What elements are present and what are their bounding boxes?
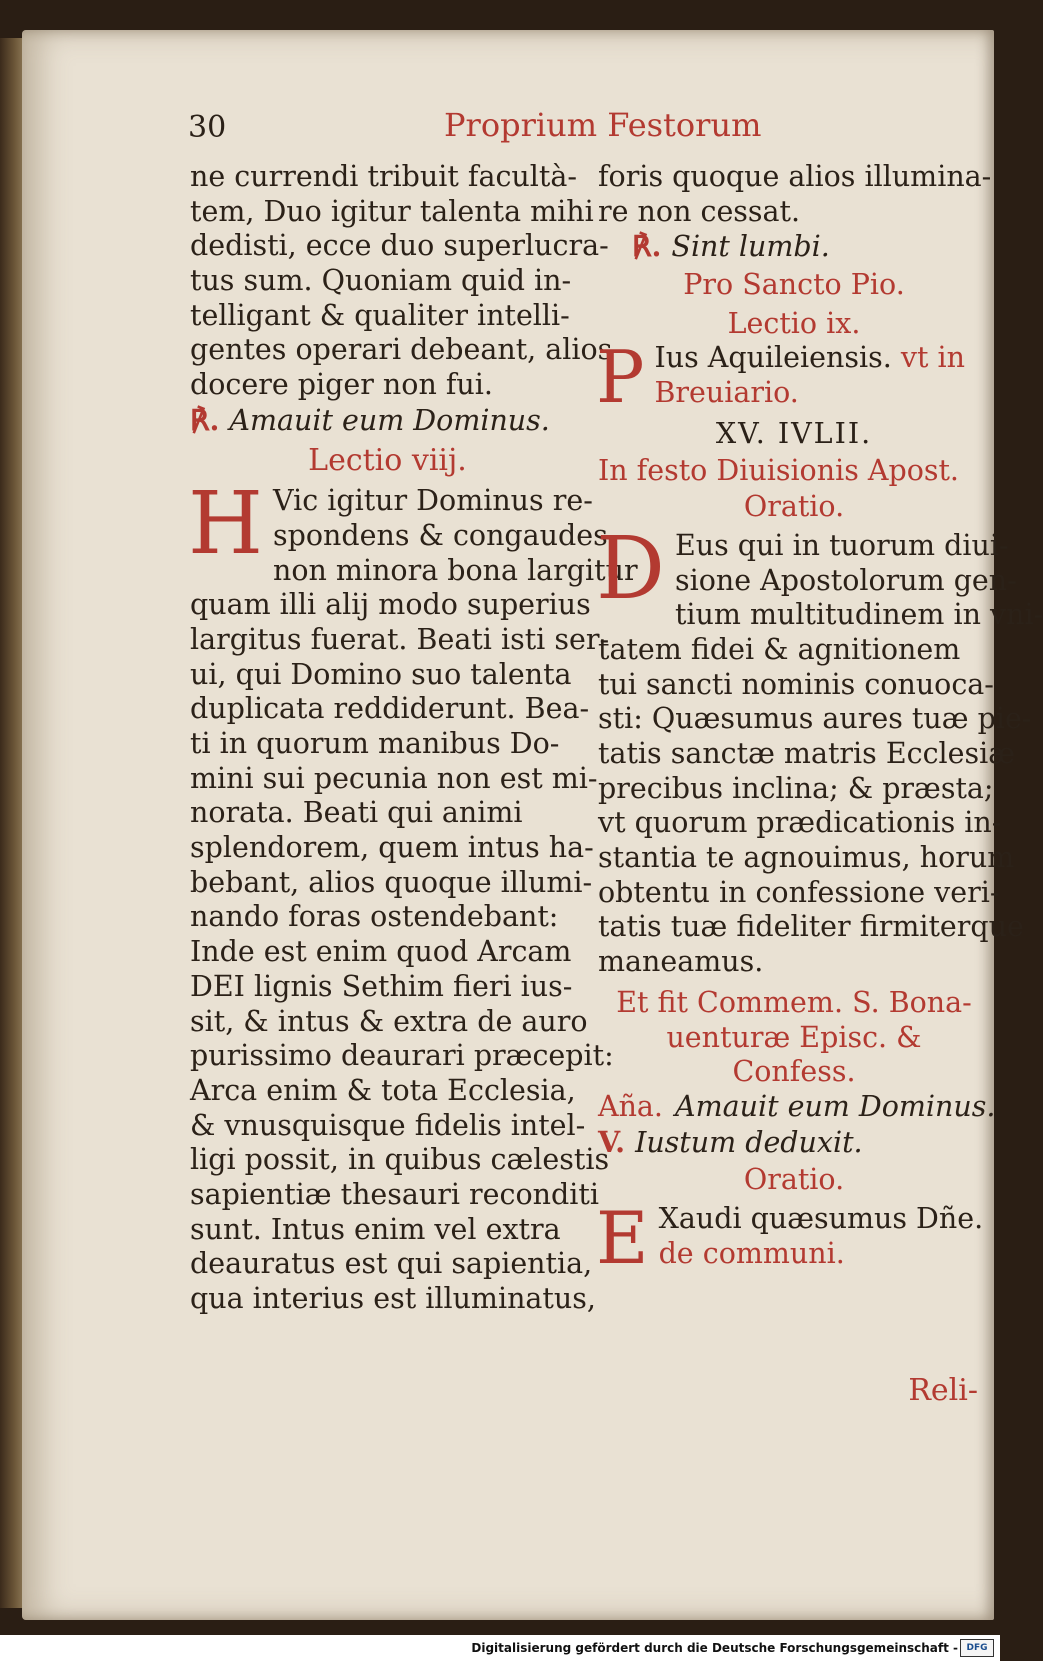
antiphon-line	[598, 1089, 996, 1125]
commem-line: uenturæ Episc. &	[666, 1020, 922, 1054]
lesson-ix-heading: Lectio ix.	[727, 306, 861, 340]
text-line: tium multitudinem in vni-	[674, 598, 1043, 632]
text-line: spondens & congaudes	[273, 518, 608, 552]
text-line: Vic igitur Dominus re-	[273, 484, 593, 518]
text-line: sunt. Intus enim vel extra	[190, 1212, 561, 1246]
responsory-text: Sint lumbi.	[671, 230, 830, 264]
text-line: sti: Quæsumus aures tuæ pie-	[598, 702, 1032, 736]
exaudi-ref: de communi.	[658, 1236, 845, 1270]
text-line: ne currendi tribuit facultà-	[190, 160, 577, 193]
text-line: qua interius est illuminatus,	[190, 1282, 596, 1315]
page-number: 30	[188, 110, 227, 145]
date-heading: XV. IVLII.	[715, 416, 873, 450]
text-line: gentes operari debeant, alios	[190, 333, 613, 367]
versicle-symbol: V.	[598, 1124, 626, 1159]
footer-bar	[0, 1635, 1000, 1661]
text-line: tem, Duo igitur talenta mihi	[190, 194, 594, 228]
lesson-heading: Lectio viij.	[308, 442, 467, 478]
pius-line-2: Breuiario.	[654, 376, 799, 410]
text-line: tui sancti nominis conuoca-	[598, 667, 994, 701]
text-line: stantia te agnouimus, horum	[598, 841, 1015, 875]
section-heading-pius: Pro Sancto Pio.	[683, 268, 905, 302]
running-title: Proprium Festorum	[444, 106, 762, 144]
responsory-symbol: ℟.	[190, 402, 220, 437]
text-line: ligi possit, in quibus cælestis	[190, 1143, 610, 1177]
footer-credit: Digitalisierung gefördert durch die Deutsche Forschungsgemeinschaft -	[471, 1641, 958, 1655]
responsory-line	[190, 403, 585, 438]
text-line: Xaudi quæsumus Dñe.	[658, 1201, 984, 1235]
text-line: nando foras ostendebant:	[190, 900, 559, 934]
right-column	[596, 160, 1043, 1280]
text-line: foris quoque alios illumina-	[598, 160, 992, 193]
feast-heading: In festo Diuisionis Apost.	[598, 453, 959, 487]
text-line	[598, 341, 990, 376]
commem-line: Confess.	[732, 1055, 856, 1089]
responsory-text: Amauit eum Dominus.	[229, 403, 550, 437]
text-line: non minora bona largitur	[273, 553, 638, 587]
text-line: tatem fidei & agnitionem	[598, 632, 961, 666]
left-top-text	[190, 160, 613, 403]
antiphon-label: Aña.	[598, 1089, 663, 1123]
text-line: tus sum. Quoniam quid in-	[190, 264, 572, 298]
text-line: deauratus est qui sapientia,	[190, 1247, 593, 1281]
oratio2-heading: Oratio.	[743, 1163, 845, 1197]
text-line: tatis tuæ fideliter firmiterque	[598, 910, 1024, 944]
text-line: duplicata reddiderunt. Bea-	[190, 692, 590, 726]
pius-ref: vt in	[900, 341, 965, 375]
text-line: Eus qui in tuorum diui-	[674, 528, 1009, 562]
text-line: splendorem, quem intus ha-	[190, 831, 594, 865]
responsory-line	[598, 229, 990, 264]
dfg-logo: DFG	[960, 1639, 994, 1657]
text-line: telligant & qualiter intelli-	[190, 298, 570, 332]
antiphon-text: Amauit eum Dominus.	[675, 1089, 996, 1123]
text-line: sione Apostolorum gen-	[674, 563, 1017, 597]
text-line: sapientiæ thesauri reconditi	[190, 1177, 599, 1211]
commemoration	[598, 986, 990, 1090]
pius-line: Ius Aquileiensis.	[654, 341, 892, 375]
dropcap-p: P	[596, 335, 645, 420]
text-line: re non cessat.	[598, 194, 801, 228]
text-line: obtentu in confessione veri-	[598, 875, 1000, 909]
versicle-text: Iustum deduxit.	[635, 1125, 863, 1159]
page-header	[0, 100, 1000, 160]
versicle-line	[598, 1125, 990, 1160]
dropcap-d: D	[596, 518, 665, 619]
text-line: precibus inclina; & præsta;	[598, 771, 994, 805]
text-line: sit, & intus & extra de auro	[190, 1004, 588, 1038]
text-line: maneamus.	[598, 945, 764, 979]
text-line: DEI lignis Sethim fieri ius-	[190, 969, 573, 1003]
text-line: purissimo deaurari præcepit:	[190, 1039, 614, 1073]
text-line: & vnusquisque fidelis intel-	[190, 1108, 586, 1142]
text-line: quam illi alij modo superius	[190, 588, 591, 622]
text-line: Inde est enim quod Arcam	[190, 935, 572, 969]
dropcap-e: E	[596, 1195, 649, 1280]
exaudi-body	[596, 1195, 990, 1280]
text-line: tatis sanctæ matris Ecclesiæ	[598, 737, 1016, 770]
text-line: bebant, alios quoque illumi-	[190, 865, 593, 899]
text-line: mini sui pecunia non est mi-	[190, 761, 598, 795]
text-line: dedisti, ecce duo superlucra-	[190, 229, 609, 263]
commem-line: Et fit Commem. S. Bona-	[616, 985, 972, 1019]
oratio-body	[596, 518, 1043, 980]
pius-reference	[596, 335, 990, 420]
text-line: Arca enim & tota Ecclesia,	[190, 1073, 576, 1107]
responsory-symbol: ℟.	[632, 229, 662, 264]
oratio-heading: Oratio.	[743, 490, 845, 524]
text-line: vt quorum prædicationis in-	[598, 806, 1002, 840]
text-line: ti in quorum manibus Do-	[190, 727, 560, 760]
text-line: norata. Beati qui animi	[190, 796, 523, 830]
text-line: docere piger non fui.	[190, 368, 493, 402]
book-spine	[0, 38, 24, 1608]
text-line: ui, qui Domino suo talenta	[190, 657, 572, 691]
dropcap-h: H	[188, 474, 263, 575]
catchword: Reli-	[908, 1373, 978, 1408]
text-line: largitus fuerat. Beati isti ser-	[190, 622, 610, 656]
